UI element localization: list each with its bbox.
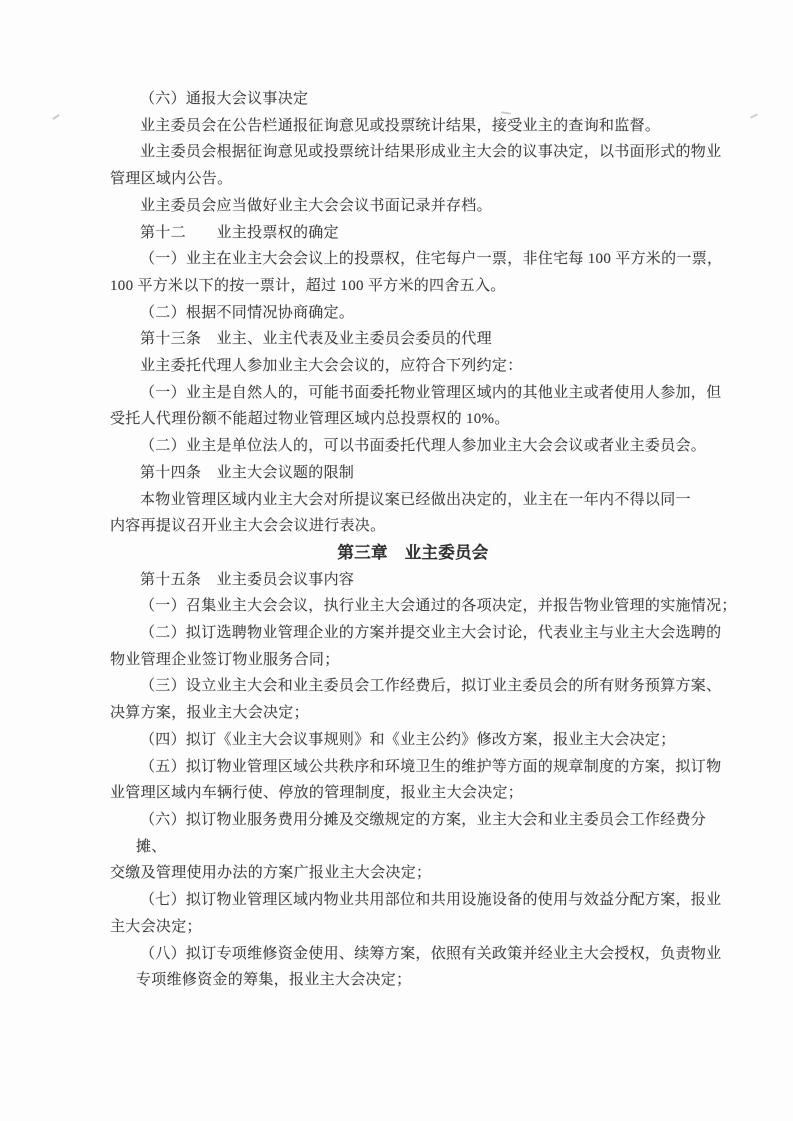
text-line: （一）召集业主大会会议，执行业主大会通过的各项决定，并报告物业管理的实施情况； bbox=[140, 598, 737, 615]
text-line: 决算方案，报业主大会决定； bbox=[110, 705, 309, 722]
text-line: （六）通报大会议事决定 bbox=[140, 91, 309, 107]
text-line: 受托人代理份额不能超过物业管理区域内总投票权的 10%。 bbox=[110, 411, 510, 428]
text-line: 交缴及管理使用办法的方案广报业主大会决定； bbox=[110, 865, 432, 882]
text-line: 业管理区域内车辆行使、停放的管理制度，报业主大会决定； bbox=[110, 785, 524, 802]
text-line: 专项维修资金的筹集，报业主大会决定； bbox=[136, 972, 412, 989]
text-line: （五）拟订物业管理区域公共秩序和环境卫生的维护等方面的规章制度的方案，拟订物 bbox=[140, 758, 722, 775]
text-line: （二）根据不同情况协商确定。 bbox=[140, 304, 355, 321]
text-line: 第十三条 业主、业主代表及业主委员会委员的代理 bbox=[140, 331, 492, 348]
text-line: 第十四条 业主大会议题的限制 bbox=[140, 464, 355, 481]
text-line: 内容再提议召开业主大会会议进行表决。 bbox=[110, 518, 386, 535]
text-line: （二）业主是单位法人的，可以书面委托代理人参加业主大会会议或者业主委员会。 bbox=[140, 438, 707, 455]
text-line: 业主委员会在公告栏通报征询意见或投票统计结果，接受业主的查询和监督。 bbox=[140, 117, 661, 134]
text-line: （一）业主在业主大会会议上的投票权，住宅每户一票，非住宅每 100 平方米的一票， bbox=[140, 251, 723, 268]
text-line: （六）拟订物业服务费用分摊及交缴规定的方案，业主大会和业主委员会工作经费分 bbox=[140, 811, 707, 828]
text-line: （七）拟订物业管理区域内物业共用部位和共用设施设备的使用与效益分配方案，报业 bbox=[140, 892, 722, 909]
text-line: 业主委托代理人参加业主大会会议的，应符合下列约定： bbox=[140, 358, 523, 375]
text-line: 100 平方米以下的按一票计，超过 100 平方米的四舍五入。 bbox=[110, 277, 506, 294]
text-line: 第十五条 业主委员会议事内容 bbox=[140, 571, 355, 588]
text-line: （八）拟订专项维修资金使用、续筹方案，依照有关政策并经业主大会授权，负责物业 bbox=[140, 945, 722, 962]
text-line: 第十二 业主投票权的确定 bbox=[140, 224, 339, 241]
text-line: 管理区域内公告。 bbox=[110, 171, 233, 188]
scan-artifact bbox=[52, 114, 60, 120]
text-line: 主大会决定； bbox=[110, 918, 202, 935]
document-text-block bbox=[110, 86, 737, 994]
text-line: （二）拟订选聘物业管理企业的方案并提交业主大会讨论，代表业主与业主大会选聘的 bbox=[140, 625, 722, 642]
scan-artifact bbox=[750, 113, 758, 118]
text-line: 业主委员会根据征询意见或投票统计结果形成业主大会的议事决定，以书面形式的物业 bbox=[140, 144, 722, 161]
text-line: （三）设立业主大会和业主委员会工作经费后，拟订业主委员会的所有财务预算方案、 bbox=[140, 678, 722, 695]
text-line: 物业管理企业签订物业服务合同； bbox=[110, 651, 340, 668]
text-line: 摊、 bbox=[136, 838, 167, 855]
text-line: 业主委员会应当做好业主大会会议书面记录并存档。 bbox=[140, 197, 492, 214]
text-line: 本物业管理区域内业主大会对所提议案已经做出决定的，业主在一年内不得以同一 bbox=[140, 491, 691, 508]
text-line: （一）业主是自然人的，可能书面委托物业管理区域内的其他业主或者使用人参加，但 bbox=[140, 384, 722, 401]
text-line: （四）拟订《业主大会议事规则》和《业主公约》修改方案，报业主大会决定； bbox=[140, 731, 676, 748]
chapter-heading: 第三章 业主委员会 bbox=[337, 542, 489, 562]
